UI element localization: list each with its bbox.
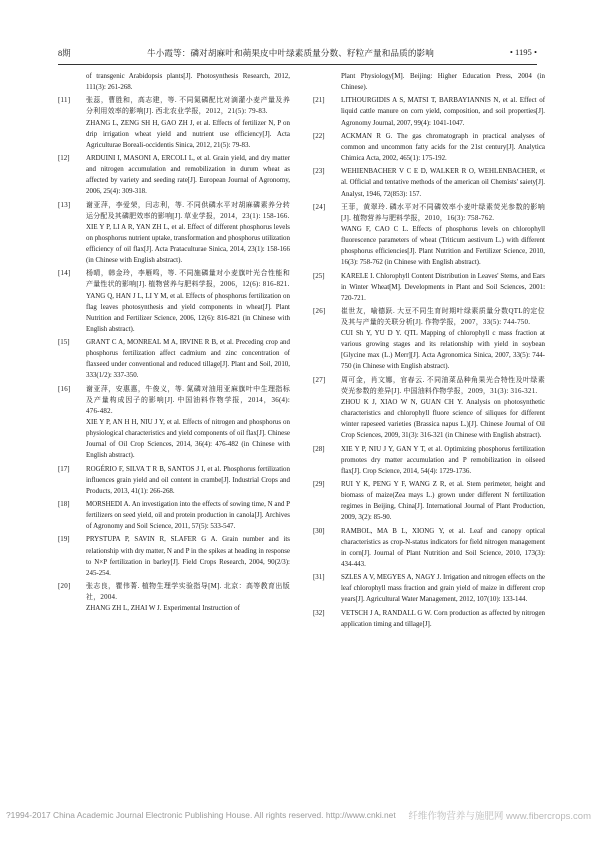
- reference-text: XIE Y P, NIU J Y, GAN Y T, et al. Optimizing phosphorus fertilization promotes dry matter accumulation and P remobilization in oilseed flax[J]. Crop Science, 2014, 54(4): 1729-1736.: [341, 444, 545, 475]
- reference-number: [15]: [58, 338, 70, 347]
- reference-text: ROGÉRIO F, SILVA T R B, SANTOS J I, et al. Phosphorus fertilization influences grain yield and oil content in crambe[J]. Industrial Crops and Products, 2013, 41(1): 266-268.: [86, 464, 290, 495]
- reference-number: [18]: [58, 499, 70, 508]
- reference-text: VETSCH J A, RANDALL G W. Corn production as affected by nitrogen application timing and tillage[J].: [341, 608, 545, 628]
- reference-text: RUI Y K, PENG Y F, WANG Z R, et al. Stem perimeter, height and biomass of maize(Zea mays L.) grown under different N fertilization regimes in Beijing, China[J]. International Journal of Plant Production, 2009, 3(2): 85-90.: [341, 479, 545, 522]
- reference-number: [23]: [313, 167, 325, 176]
- reference-text: 张志良，瞿伟菁. 植物生理学实验指导[M]. 北京：高等教育出版社，2004.: [86, 582, 290, 602]
- reference-text: SZLES A V, MEGYES A, NAGY J. Irrigation and nitrogen effects on the leaf chlorophyll mass fraction and grain yield of maize in different crop years[J]. Agricultural Water Management, 2012, 107(10): 133-144.: [341, 573, 545, 604]
- reference-entry: [313, 95, 545, 128]
- reference-number: [29]: [313, 479, 325, 488]
- reference-entry: [313, 444, 545, 477]
- reference-entry: [58, 200, 290, 222]
- reference-entry: [58, 268, 290, 290]
- reference-number: [19]: [58, 535, 70, 544]
- reference-number: [31]: [313, 573, 325, 582]
- header-rule: [58, 64, 537, 65]
- reference-entry: [58, 603, 290, 614]
- reference-entry: [313, 131, 545, 164]
- reference-entry: [58, 95, 290, 117]
- references-left-column: [58, 71, 290, 614]
- reference-number: [14]: [58, 269, 71, 278]
- reference-entry: [313, 271, 545, 304]
- reference-text: LITHOURGIDIS A S, MATSI T, BARBAYIANNIS N, et al. Effect of liquid cattle manure on corn yield, composition, and soil properties[J]. Agronomy Journal, 2007, 99(4): 1041-1047.: [341, 96, 545, 127]
- reference-entry: [313, 526, 545, 570]
- reference-entry: [58, 384, 290, 417]
- reference-text: MORSHEDI A. An investigation into the effects of sowing time, N and P fertilizers on seed yield, oil and protein production in canola[J]. Archives of Agronomy and Soil Science, 2011, 57(5): 533-547.: [86, 499, 290, 531]
- reference-number: [22]: [313, 131, 325, 140]
- page-footer: [0, 808, 595, 824]
- reference-text: ACKMAN R G. The gas chromatograph in practical analyses of common and uncommon fatty acids for the 21st century[J]. Analytica Chimica Acta, 2002, 465(1): 175-192.: [341, 131, 545, 163]
- reference-entry: [313, 166, 545, 199]
- reference-number: [25]: [313, 271, 325, 280]
- reference-entry: [313, 71, 545, 93]
- reference-text: PRYSTUPA P, SAVIN R, SLAFER G A. Grain number and its relationship with dry matter, N and P in the spikes at heading in response to N×P fertilization in barley[J]. Field Crops Research, 2004, 90(2/3): 245-254.: [86, 535, 290, 577]
- reference-entry: [313, 328, 545, 372]
- reference-entry: [58, 222, 290, 266]
- reference-text: ARDUINI I, MASONI A, ERCOLI L, et al. Grain yield, and dry matter and nitrogen accumulation and remobilization in durum wheat as affected by variety and seeding rate[J]. European Journal of Agronomy, 2006, 25(4): 309-318.: [86, 154, 290, 196]
- reference-entry: [58, 153, 290, 197]
- page-header: [0, 0, 595, 60]
- reference-entry: [58, 71, 290, 93]
- reference-entry: [313, 224, 545, 268]
- reference-entry: [313, 306, 545, 328]
- reference-text: Plant Physiology[M]. Beijing: Higher Education Press, 2004 (in Chinese).: [341, 72, 545, 92]
- reference-entry: [58, 581, 290, 603]
- reference-text: 杨晴，韩金玲，李雁鸣，等. 不同施磷量对小麦旗叶光合性能和产量性状的影响[J]. 植物营养与肥料学报，2006，12(6): 816-821.: [86, 269, 290, 289]
- issue-number: 8期: [58, 49, 71, 58]
- reference-text: 周可金，肖文娜，官春云. 不同油菜品种角果光合特性及叶绿素荧光参数的差异[J]. 中国油料作物学报，2009，31(3): 316-321.: [341, 375, 545, 395]
- reference-text: 张蕊，曹胜和，高志建，等. 不同氮磷配比对滴灌小麦产量及养分利用效率的影响[J]. 西北农业学报，2012，21(5): 79-83.: [86, 96, 290, 116]
- reference-number: [26]: [313, 307, 326, 315]
- site-watermark: 纤维作物营养与施肥网 www.fibercrops.com: [408, 811, 591, 822]
- reference-entry: [313, 397, 545, 441]
- reference-text: WEHIENBACHER V C E D, WALKER R O, WEHLENBACHER, et al. Official and tentative methods of the american oil Chemists' saiety[J]. Analyst, 1946, 72(853): 157.: [341, 167, 545, 198]
- reference-entry: [58, 291, 290, 335]
- reference-number: [20]: [58, 582, 71, 590]
- reference-number: [27]: [313, 375, 326, 384]
- reference-number: [12]: [58, 154, 70, 163]
- reference-text: RAMBOL, MA B L, XIONG Y, et al. Leaf and canopy optical characteristics as crop-N-status indicators for field nitrogen management in corn[J]. Journal of Plant Nutrition and Soil Science, 2010, 173(3): 434-443.: [341, 526, 545, 568]
- page-number: • 1195 •: [509, 47, 537, 57]
- reference-number: [32]: [313, 608, 325, 617]
- reference-entry: [58, 118, 290, 151]
- reference-text: 王菲，黄翠玲. 磷水平对不同磷效率小麦叶绿素荧光参数的影响[J]. 植物营养与肥料学报，2010，16(3): 758-762.: [341, 202, 545, 222]
- reference-entry: [58, 534, 290, 578]
- reference-text: YANG Q, HAN J L, LI Y M, et al. Effects of phosphorus fertilization on flag leaves photosynthesis and yield components in wheat[J]. Plant Nutrition and Fertilizer Science, 2006, 12(6): 816-821 (in Chinese with English abstract).: [86, 291, 290, 333]
- reference-text: GRANT C A, MONREAL M A, IRVINE R B, et al. Preceding crop and phosphorus fertilization affect cadmium and zinc concentration of flaxseed under conventional and reduced tillage[J]. Plant and Soil, 2010, 333(1/2): 337-350.: [86, 338, 290, 380]
- reference-number: [24]: [313, 202, 326, 211]
- reference-text: XIE Y P, LI A R, YAN ZH L, et al. Effect of different phosphorus levels on phosphorus nutrient uptake, transformation and phosphorus utilization efficiency of oil flax[J]. Acta Prataculturae Sinica, 2014, 23(1): 158-166 (in Chinese with English abstract).: [86, 222, 290, 265]
- reference-text: KARELE I. Chlorophyll Content Distribution in Leaves' Stems, and Ears in Winter Wheat[M]. Developments in Plant and Soil Sciences, 2001: 720-721.: [341, 271, 545, 302]
- copyright-notice: ?1994-2017 China Academic Journal Electronic Publishing House. All rights reserved. http://www.cnki.net: [6, 810, 396, 820]
- references-right-column: [313, 71, 545, 630]
- reference-entry: [58, 337, 290, 381]
- reference-text: of transgenic Arabidopsis plants[J]. Photosynthesis Research, 2012, 111(3): 261-268.: [86, 72, 290, 92]
- reference-text: XIE Y P, AN H H, NIU J Y, et al. Effects of nitrogen and phosphorus on physiological characteristics and yield components of oil flax[J]. Chinese Journal of Oil Crop Sciences, 2014, 36(4): 476-482 (in Chinese with English abstract).: [86, 417, 290, 460]
- reference-text: ZHANG L, ZENG SH H, GAO ZH J, et al. Effects of fertilizer N, P on drip irrigation wheat yield and nutrient use efficiency[J]. Acta Agriculturae Boreali-occidentis Sinica, 2012, 21(5): 79-83.: [86, 118, 290, 149]
- reference-text: 谢亚萍，李爱荣，闫志利，等. 不同供磷水平对胡麻磷素养分转运分配及其磷肥效率的影响[J]. 草业学报，2014，23(1): 158-166.: [86, 200, 290, 220]
- reference-text: ZHOU K J, XIAO W N, GUAN CH Y. Analysis on photosynthetic characteristics and chlorophyll fluore science of siliques for different winter rapeseed varieties (Brassica napus L.)[J]. Chinese Journal of Oil Crop Sciences, 2009, 31(3): 316-321 (in Chinese with English abstract).: [341, 397, 545, 440]
- reference-entry: [313, 202, 545, 224]
- reference-entry: [58, 499, 290, 532]
- reference-number: [16]: [58, 384, 71, 393]
- reference-text: 谢亚萍，安惠惠，牛俊义，等. 氮磷对油用亚麻旗叶中生理指标及产量构成因子的影响[J]. 中国油料作物学报，2014，36(4): 476-482.: [86, 384, 290, 415]
- reference-number: [13]: [58, 200, 71, 209]
- reference-number: [30]: [313, 526, 325, 535]
- reference-text: ZHANG ZH L, ZHAI W J. Experimental Instruction of: [86, 604, 240, 613]
- reference-entry: [313, 572, 545, 605]
- reference-text: WANG F, CAO C L. Effects of phosphorus levels on chlorophyll fluorescence parameters of wheat (Triticum aestivum L.) with different phosphorus efficiencies[J]. Plant Nutrition and Fertilizer Science, 2010, 16(3): 758-762 (in Chinese with English abstract).: [341, 224, 545, 267]
- reference-entry: [58, 417, 290, 461]
- reference-number: [21]: [313, 96, 325, 105]
- reference-entry: [58, 464, 290, 497]
- reference-number: [11]: [58, 96, 71, 105]
- running-title: 牛小霞等：磷对胡麻叶和蒴果皮中叶绿素质量分数、籽粒产量和品质的影响: [147, 48, 434, 58]
- reference-entry: [313, 375, 545, 397]
- reference-number: [28]: [313, 444, 325, 453]
- reference-text: 崔世友，喻德跃. 大豆不同生育时期叶绿素质量分数QTL的定位及其与产量的关联分析[J]. 作物学报，2007，33(5): 744-750.: [341, 307, 545, 327]
- reference-text: CUI Sh Y, YU D Y. QTL Mapping of chlorophyll c mass fraction at various growing stages and its relationship with yield in soybean [Glycine max (L.) Merr][J]. Acta Agronomica Sinica, 2007, 33(5): 744-750 (in Chinese with English abstract).: [341, 329, 545, 371]
- reference-number: [17]: [58, 464, 70, 473]
- reference-entry: [313, 479, 545, 523]
- reference-entry: [313, 608, 545, 630]
